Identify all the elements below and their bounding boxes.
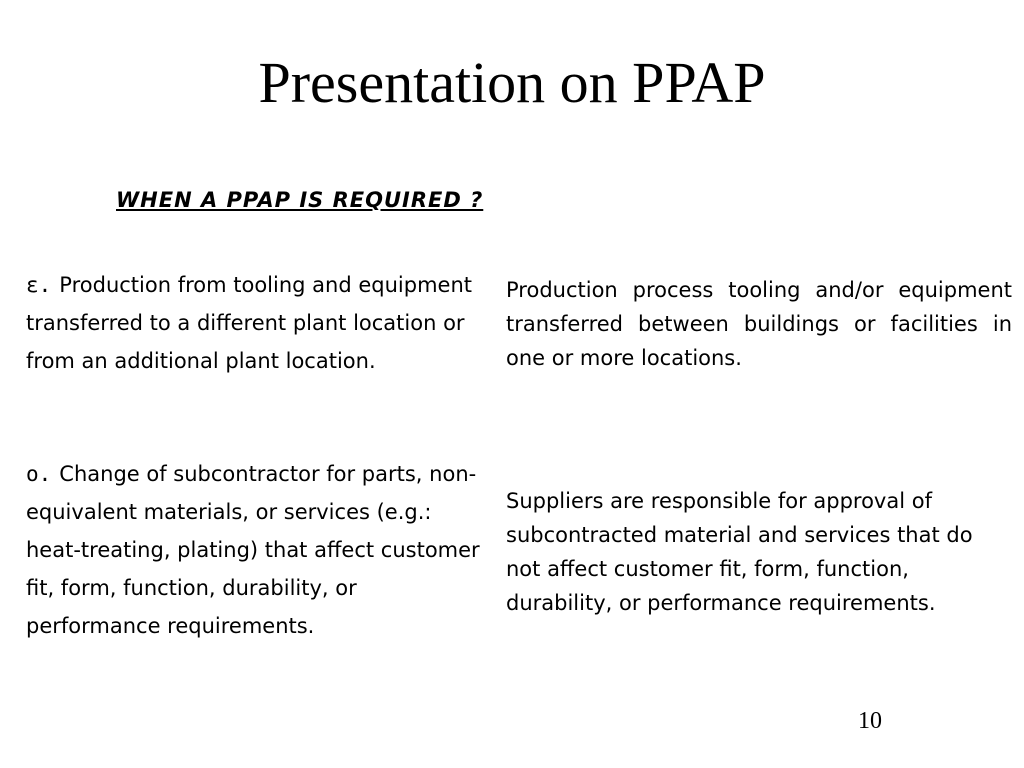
left-item-2 bbox=[26, 455, 486, 645]
left-item-1-marker: ε. bbox=[26, 273, 52, 297]
slide-title: Presentation on PPAP bbox=[258, 50, 766, 115]
right-item-2: Suppliers are responsible for approval of subcontracted material and services that do not affect customer fit, form, function, durability, or performance requirements. bbox=[506, 489, 973, 615]
left-item-1-text: Production from tooling and equipment transferred to a different plant location or from an additional plant location. bbox=[26, 273, 472, 373]
section-heading: WHEN A PPAP IS REQUIRED ? bbox=[116, 188, 484, 212]
right-item-1: Production process tooling and/or equipment transferred between buildings or facilities in one or more locations. bbox=[506, 278, 1012, 370]
left-item-2-marker: o. bbox=[26, 462, 52, 486]
page-number: 10 bbox=[858, 708, 882, 734]
left-item-2-text: Change of subcontractor for parts, non-equivalent materials, or services (e.g.: heat-treating, plating) that affect customer fit, form, function, durability, or performance requirements. bbox=[26, 462, 480, 638]
left-item-1 bbox=[26, 266, 486, 380]
